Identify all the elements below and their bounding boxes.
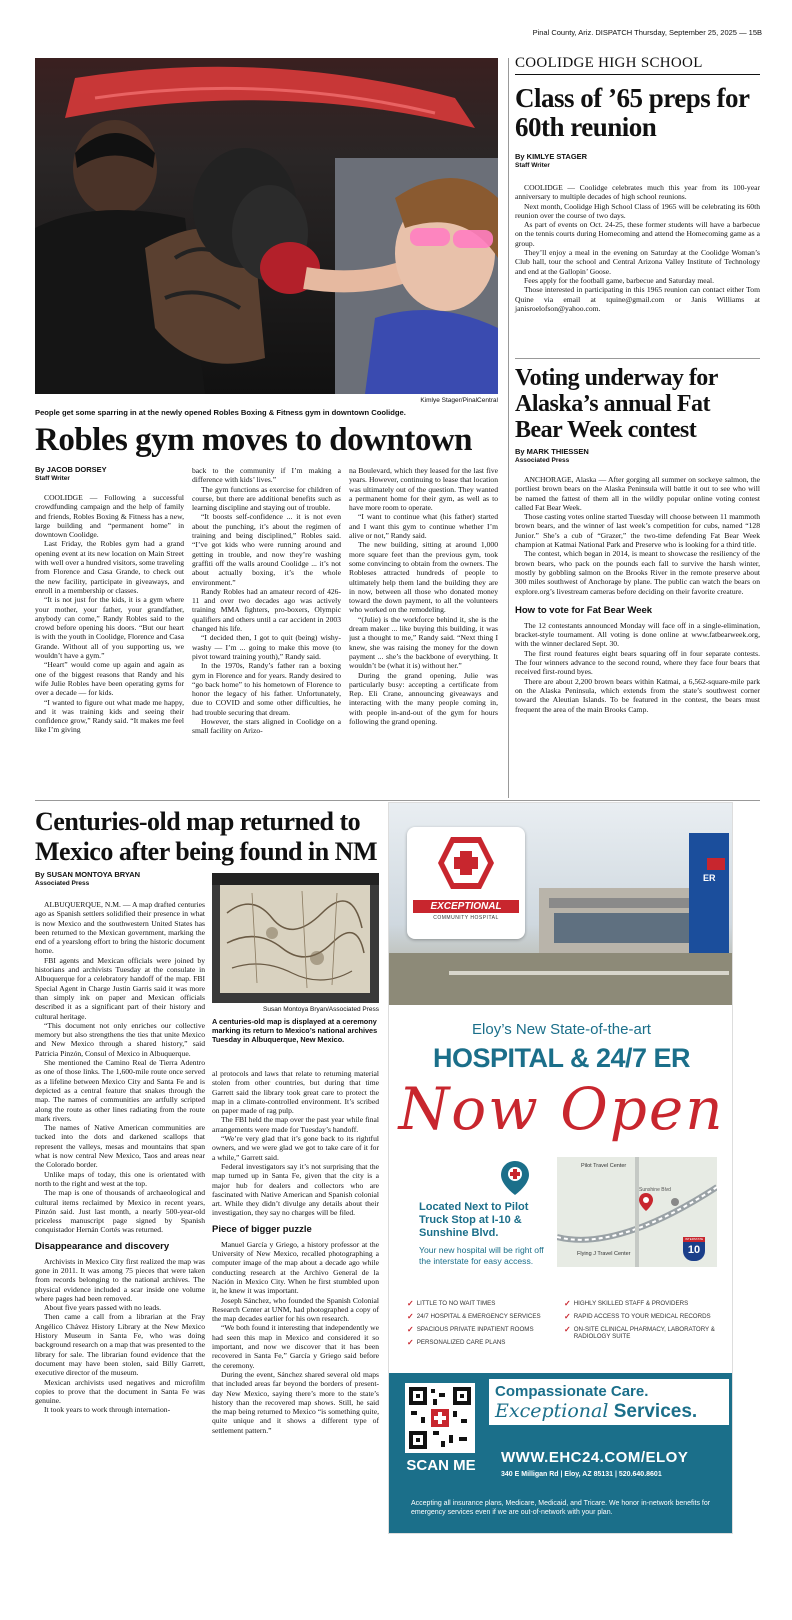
ad-now-open: Now Open bbox=[398, 1075, 725, 1143]
right-rule bbox=[508, 58, 509, 798]
bear-paragraph: ANCHORAGE, Alaska — After gorging all summer on sockeye salmon, the portliest brown bears on the Alaska Peninsula will battle it out to see who will be named the fattest of them all in the wildly popular online voting contest called Fat Bear Week. bbox=[515, 475, 760, 512]
feature-item bbox=[564, 1326, 724, 1340]
map-paragraph: “We’re very glad that it’s gone back to its rightful owners, and we were glad we got to take care of it for a while,” Garrett said. bbox=[212, 1134, 379, 1162]
hospital-ad bbox=[388, 802, 733, 1534]
bear-headline: Voting underway for Alaska’s annual Fat Bear Week contest bbox=[515, 365, 718, 443]
qr-code-icon bbox=[409, 1387, 471, 1449]
map-paragraph: “We both found it interesting that independently we had seen this map in Mexico and considered it so important, and now we discover that it has been recovered in Santa Fe,” García y Griego said before the ceremony. bbox=[212, 1323, 379, 1370]
map-paragraph: ALBUQUERQUE, N.M. — A map drafted centuries ago as Spanish settlers solidified their presence in what is now Mexico and the southwestern United States has been returned to the Mexican government, marking the end of a yearslong effort to bring the historic document home. bbox=[35, 900, 205, 956]
map-paragraph: The FBI held the map over the past year while final arrangements were made for Tuesday’s handoff. bbox=[212, 1115, 379, 1134]
compassion-line bbox=[489, 1379, 729, 1425]
map-paragraph: Joseph Sánchez, who founded the Spanish Colonial Research Center at UNM, had photographed a copy of the map decades earlier for his own research. bbox=[212, 1295, 379, 1324]
checkmark-icon: ✓ bbox=[407, 1299, 414, 1308]
coolidge-byline-name: By KIMLYE STAGER bbox=[515, 152, 588, 161]
feature-item bbox=[564, 1313, 724, 1320]
coolidge-paragraph: Fees apply for the football game, barbecue and Saturday meal. bbox=[524, 275, 714, 285]
feature-label: ON-SITE CLINICAL PHARMACY, LABORATORY & RADIOLOGY SUITE bbox=[573, 1326, 715, 1340]
scan-me-label: SCAN ME bbox=[406, 1457, 476, 1474]
ad-logo-badge bbox=[407, 827, 525, 939]
feature-item bbox=[564, 1300, 724, 1307]
interstate-shield-icon bbox=[683, 1237, 705, 1261]
coolidge-paragraph: Those interested in participating in this 1965 reunion can contact either Tom Quine via email at tquine@gmail.com or Janis Williams at janisroelofson@yahoo.com. bbox=[515, 285, 760, 313]
robles-headline: Robles gym moves to downtown bbox=[35, 422, 473, 458]
feature-item bbox=[407, 1313, 557, 1320]
bear-paragraph: Those casting votes online started Tuesday will choose between 11 mammoth brown bears, and the winner of last week’s competition for cubs, named “128 Junior.” She’s a cub of “Grazer,” the two-time defending Fat Bear Week champion at Katmai National Park and Preserve who is looking for a third title. bbox=[515, 512, 760, 550]
map-col-1 bbox=[35, 900, 205, 1415]
checkmark-icon: ✓ bbox=[407, 1325, 414, 1334]
bear-body bbox=[515, 475, 760, 714]
checkmark-icon: ✓ bbox=[564, 1299, 571, 1308]
interstate-shield-number: 10 bbox=[687, 1244, 701, 1256]
coolidge-kicker: COOLIDGE HIGH SCHOOL bbox=[515, 55, 760, 75]
robles-paragraph: The gym functions as exercise for children of course, but there are additional benefits such as learning discipline and staying out of trouble. bbox=[192, 484, 341, 513]
coolidge-headline: Class of ’65 preps for 60th reunion bbox=[515, 83, 750, 142]
robles-paragraph: During the grand opening, Julie was particularly busy: accepting a certificate from Rep. Eli Crane, announcing giveaways and interacting with the many people coming in, with people in-and-out of the gym for hours following the grand opening. bbox=[349, 670, 498, 727]
robles-byline-name: By JACOB DORSEY bbox=[35, 465, 107, 474]
ad-map-pilot: Pilot Travel Center bbox=[581, 1163, 627, 1169]
bear-byline bbox=[515, 448, 715, 465]
ad-features-left bbox=[407, 1300, 557, 1352]
ad-location-title: Located Next to Pilot Truck Stop at I-10 & Sunshine Blvd. bbox=[419, 1201, 529, 1239]
robles-paragraph: “I want to continue what (his father) started and I want this gym to continue whether I’m alive or not,” Randy said. bbox=[349, 512, 498, 541]
map-marker-icon bbox=[639, 1193, 653, 1211]
hospital-cross-logo-icon bbox=[436, 835, 496, 891]
feature-label: HIGHLY SKILLED STAFF & PROVIDERS bbox=[573, 1300, 689, 1307]
checkmark-icon: ✓ bbox=[407, 1338, 414, 1347]
bear-paragraph: The first round features eight bears squaring off in four separate contests. The four winners advance to the second round, where they face four bears that received first-round byes. bbox=[515, 648, 760, 677]
section-rule bbox=[515, 358, 760, 359]
bear-byline-role: Associated Press bbox=[515, 456, 570, 464]
robles-paragraph: In the 1970s, Randy’s father ran a boxing gym in Florence and for years. Randy desired to “go back home” to his hometown of Florence to honor the legacy of his father. Unfortunately, due to COVID and some other difficulties, he had trouble securing that dream. bbox=[192, 661, 341, 717]
robles-paragraph: “(Julie) is the workforce behind it, she is the dream maker ... like buying this building, it was just a thought to me,” Randy said. “Next thing I knew, she was raising the money for the down payment ... she’s the backbone of everything. It wouldn’t be (what it is) without her.” bbox=[349, 614, 498, 671]
compassion-text-row bbox=[495, 1400, 723, 1423]
coolidge-paragraph: Next month, Coolidge High School Class of 1965 will be celebrating its 60th reunion over the course of two days. bbox=[515, 201, 760, 220]
checkmark-icon: ✓ bbox=[564, 1325, 571, 1334]
section-divider bbox=[35, 800, 760, 801]
checkmark-icon: ✓ bbox=[407, 1312, 414, 1321]
map-paragraph: al protocols and laws that relate to returning material stolen from other countries, but during that time Garrett said the library took great care to protect the map in a climate-controlled environment. It’s scribed on paper made of rag pulp. bbox=[212, 1069, 379, 1116]
robles-photo-caption: People get some sparring in at the newly opened Robles Boxing & Fitness gym in downtown Coolidge. bbox=[35, 408, 406, 417]
ad-location-sub: Your new hospital will be right off the interstate for easy access. bbox=[419, 1245, 544, 1266]
qr-code[interactable] bbox=[405, 1383, 475, 1453]
robles-col-3 bbox=[349, 466, 498, 798]
feature-label: LITTLE TO NO WAIT TIMES bbox=[416, 1300, 496, 1307]
ad-headline: HOSPITAL & 24/7 ER bbox=[432, 1043, 691, 1073]
robles-photo-credit: Kimlye Stager/PinalCentral bbox=[420, 397, 498, 404]
map-photo-credit: Susan Montoya Bryan/Associated Press bbox=[263, 1006, 379, 1013]
ad-tagline: Eloy’s New State-of-the-art bbox=[472, 1021, 651, 1038]
ad-features-right bbox=[564, 1300, 724, 1346]
map-paragraph: Manuel García y Griego, a history professor at the University of New Mexico, recalled photographing a computer image of the map about a decade ago while conducting research at the Archivo General de la Nación in Mexico City. When he first stumbled upon it, he knew it was important. bbox=[212, 1239, 379, 1296]
ad-building-photo bbox=[389, 803, 733, 1005]
ad-logo-name: EXCEPTIONAL bbox=[413, 900, 519, 913]
bear-paragraph: The contest, which began in 2014, is meant to showcase the resiliency of the brown bears, who pack on the pounds each fall to survive the harsh winter, mostly by gobbling salmon on the Brooks River in the remote preserve about 300 miles southwest of Anchorage by plane. The public can watch the bears on explore.org’s livestream cameras before deciding on their favorite creature. bbox=[515, 549, 760, 596]
ad-er-sign: ER bbox=[703, 873, 716, 883]
feature-label: 24/7 HOSPITAL & EMERGENCY SERVICES bbox=[416, 1313, 541, 1320]
map-byline-name: By SUSAN MONTOYA BRYAN bbox=[35, 870, 141, 879]
robles-photo bbox=[35, 58, 498, 394]
bear-paragraph: There are about 2,200 brown bears within Katmai, a 6,562-square-mile park on the Alaska Peninsula, which extends from the state’s southwest corner toward the Aleutian Islands. To be featured in the contest, the bears must frequent the area of the main Brooks Camp. bbox=[515, 676, 760, 714]
map-subhead-1: Disappearance and discovery bbox=[35, 1240, 170, 1252]
coolidge-paragraph: COOLIDGE — Coolidge celebrates much this year from its 100-year anniversary to multiple decades of high school reunions. bbox=[515, 183, 760, 202]
map-paragraph: About five years passed with no leads. bbox=[44, 1303, 162, 1313]
robles-paragraph: “I decided then, I got to quit (being) wishy-washy — I’m ... going to make this move (to pivot toward training youth),” Randy said. bbox=[192, 633, 341, 661]
map-paragraph: It took years to work through internation- bbox=[44, 1405, 171, 1415]
robles-paragraph: COOLIDGE — Following a successful crowdfunding campaign and the help of family and friends, Robles Boxing & Fitness has a new, large building and “permanent home” in downtown Coolidge. bbox=[35, 493, 184, 540]
map-paragraph: Mexican archivists used negatives and microfilm copies to prove that the document in Santa Fe was genuine. bbox=[35, 1377, 205, 1406]
map-paragraph: The names of Native American communities are tucked into the dots and darkened scallops that represent the valleys, mesas and mountains that span what is now central New Mexico, Taos and areas near the Colorado border. bbox=[35, 1123, 205, 1170]
bear-paragraph: The 12 contestants announced Monday will face off in a single-elimination, bracket-style tournament. All voting is done online at www.fatbearweek.org, with the winner declared Sept. 30. bbox=[515, 620, 760, 649]
page-folio: Pinal County, Ariz. DISPATCH Thursday, September 25, 2025 — 15B bbox=[532, 28, 762, 37]
feature-label: SPACIOUS PRIVATE INPATIENT ROOMS bbox=[416, 1326, 534, 1333]
ad-logo-sub: COMMUNITY HOSPITAL bbox=[433, 915, 499, 921]
coolidge-paragraph: They’ll enjoy a meal in the evening on Saturday at the Coolidge Woman’s Club hall, tour the school and Central Arizona Valley Institute of Technology and end at the Gallopin’ Goose. bbox=[515, 248, 760, 276]
robles-col-2 bbox=[192, 466, 341, 798]
ad-mini-map bbox=[557, 1157, 717, 1267]
robles-paragraph: na Boulevard, which they leased for the last five years. However, continuing to lease that location was ultimately out of the question. They wanted a permanent home for their gym, as well as to have more room to operate. bbox=[349, 466, 498, 513]
robles-paragraph: Randy Robles had an amateur record of 426-11 and over two decades ago was actively training MMA fighters, pro-boxers, Olympic qualifiers and others until a car accident in 2003 changed his life. bbox=[192, 586, 341, 634]
robles-paragraph: Last Friday, the Robles gym had a grand opening event at its new location on Main Street with well over a hundred visitors, some traveling from Florence and Casa Grande, to check out the new facility, participate in giveaways, and enroll in a membership or classes. bbox=[35, 539, 184, 595]
robles-col-1 bbox=[35, 466, 184, 798]
compassion-text-a: Compassionate Care. bbox=[495, 1383, 649, 1400]
coolidge-paragraph: As part of events on Oct. 24-25, these former students will have a barbecue on the tennis courts during Homecoming and attend the Homecoming game as a group. bbox=[515, 220, 760, 248]
ad-map-road: Sunshine Blvd bbox=[639, 1187, 671, 1193]
robles-paragraph: “It is not just for the kids, it is a gym where your mother, your father, your grandfather, anybody can come,” Randy Robles said to the crowd before opening his doors. “But our heart is with the youth in Coolidge, Florence and Casa Grande. Without all of you supporting us, we wouldn’t have a gym.” bbox=[35, 595, 184, 661]
map-paragraph: During the event, Sánchez shared several old maps that included areas far beyond the borders of present-day New Mexico, saying there’s more to the state’s history than the recovered map shows. Still, he said the map being returned to Mexico “is something quite, quite unique and it shows a different type of settlement pattern.” bbox=[212, 1369, 379, 1435]
robles-byline-role: Staff Writer bbox=[35, 474, 70, 482]
map-byline bbox=[35, 871, 235, 888]
compassion-text-c: Services. bbox=[613, 1401, 698, 1422]
coolidge-body bbox=[515, 183, 760, 313]
feature-label: PERSONALIZED CARE PLANS bbox=[416, 1339, 506, 1346]
map-paragraph: Then came a call from a librarian at the Fray Angélico Chávez History Library at the New Mexico History Museum in Santa Fe, who was doing background research on a map that was presented to the library for sale. The librarian found evidence that the document may have been stolen, said Billy Garrett, executive director of the museum. bbox=[35, 1312, 205, 1378]
feature-item bbox=[407, 1326, 557, 1333]
robles-paragraph: “I wanted to figure out what made me happy, and it was training kids and seeing their confidence grow,” Randy said. “It makes me feel like I’m giving bbox=[35, 697, 184, 735]
compassion-text-b: Exceptional bbox=[495, 1400, 609, 1422]
map-paragraph: FBI agents and Mexican officials were joined by historians and archivists Tuesday at the consulate in Albuquerque for a celebratory handoff of the map. FBI Special Agent in Charge Justin Garris said it was more than simply ink on paper and Mexican officials described it as a significant part of their history and cultural heritage. bbox=[35, 955, 205, 1021]
ad-insurance-note: Accepting all insurance plans, Medicare, Medicaid, and Tricare. We honor in-network benefits for emergency services even if we are out-of-network with your plan. bbox=[411, 1500, 711, 1516]
map-paragraph: The map is one of thousands of archaeological and cultural items reclaimed by Mexico in recent years, Pinzón said. Just last month, a nearly 500-year-old priceless manuscript page signed by Spanish conquistador Hernán Cortés was returned. bbox=[35, 1188, 205, 1235]
map-paragraph: “This document not only enriches our collective memory but also strengthens the ties that unite Mexico and New Mexico through a shared history,” said Patricia Pinzón, Consul of Mexico in Albuquerque. bbox=[35, 1020, 205, 1058]
map-headline: Centuries-old map returned to Mexico after being found in NM bbox=[35, 807, 377, 866]
feature-item bbox=[407, 1300, 557, 1307]
map-paragraph: Archivists in Mexico City first realized the map was gone in 2011. It was among 75 pieces that were taken from records belonging to the national archives. The physical evidence included a scar inside one volume where pages had been removed. bbox=[35, 1256, 205, 1303]
feature-label: RAPID ACCESS TO YOUR MEDICAL RECORDS bbox=[573, 1313, 711, 1320]
ad-map-flying-j: Flying J Travel Center bbox=[577, 1251, 631, 1257]
ad-address: 340 E Milligan Rd | Eloy, AZ 85131 | 520.640.8601 bbox=[501, 1471, 662, 1478]
map-paragraph: Unlike maps of today, this one is orientated with north to the right and west at the top. bbox=[35, 1169, 205, 1188]
coolidge-byline bbox=[515, 153, 715, 170]
map-photo bbox=[212, 873, 379, 1003]
map-paragraph: Federal investigators say it’s not surprising that the map turned up in Santa Fe, given that the city is a major hub for dealers and collectors who are fascinated with Native American and Spanish colonial art. While they didn’t divulge any details about their investigation, they say no charges will be filed. bbox=[212, 1161, 379, 1218]
map-col-2 bbox=[212, 1069, 379, 1435]
robles-body bbox=[35, 466, 498, 798]
map-photo-caption: A centuries-old map is displayed at a ceremony marking its return to Mexico’s national archives Tuesday in Albuquerque, New Mexico. bbox=[212, 1017, 378, 1044]
bear-subhead: How to vote for Fat Bear Week bbox=[515, 604, 653, 616]
ad-url-link[interactable]: WWW.EHC24.COM/ELOY bbox=[501, 1449, 689, 1466]
feature-item bbox=[407, 1339, 557, 1346]
map-byline-role: Associated Press bbox=[35, 879, 90, 887]
bear-byline-name: By MARK THIESSEN bbox=[515, 447, 589, 456]
interstate-shield-label: INTERSTATE bbox=[684, 1237, 704, 1241]
map-paragraph: She mentioned the Camino Real de Tierra Adentro as one of those links. The 1,600-mile route once served as a lifeline between Mexico City and Santa Fe and is depicted as a central feature that snakes through the map. The names of communities are artfully scripted along the route as other lines radiating from the route mark rivers. bbox=[35, 1058, 205, 1123]
checkmark-icon: ✓ bbox=[564, 1312, 571, 1321]
ad-contact-block bbox=[389, 1373, 733, 1534]
map-subhead-2: Piece of bigger puzzle bbox=[212, 1223, 312, 1235]
robles-paragraph: The new building, sitting at around 1,000 more square feet than the previous gym, took some convincing to obtain from the owners. The Robleses attracted hundreds of people to ultimately help them land the building they are in now, between all those who donated money toward the down payment, to all the volunteers who worked on the remodeling. bbox=[349, 540, 498, 615]
location-pin-icon bbox=[501, 1161, 529, 1195]
coolidge-byline-role: Staff Writer bbox=[515, 161, 550, 169]
robles-paragraph: “Heart” would come up again and again as one of the biggest reasons that Randy and his wife Julie Robles have been operating gyms for over a decade — for kids. bbox=[35, 660, 184, 698]
robles-paragraph: “It boosts self-confidence ... it is not even about the punching, it’s about the regimen of training and being disciplined,” Robles said. “I’ve got kids who were running around and getting in trouble, and now they’re washing graffiti off the walls around Coolidge ... it’s not about actually boxing, it’s the whole environment.” bbox=[192, 512, 341, 587]
robles-paragraph: back to the community if I’m making a difference with kids’ lives.” bbox=[192, 466, 341, 485]
robles-paragraph: However, the stars aligned in Coolidge on a small facility on Arizo- bbox=[192, 717, 341, 736]
